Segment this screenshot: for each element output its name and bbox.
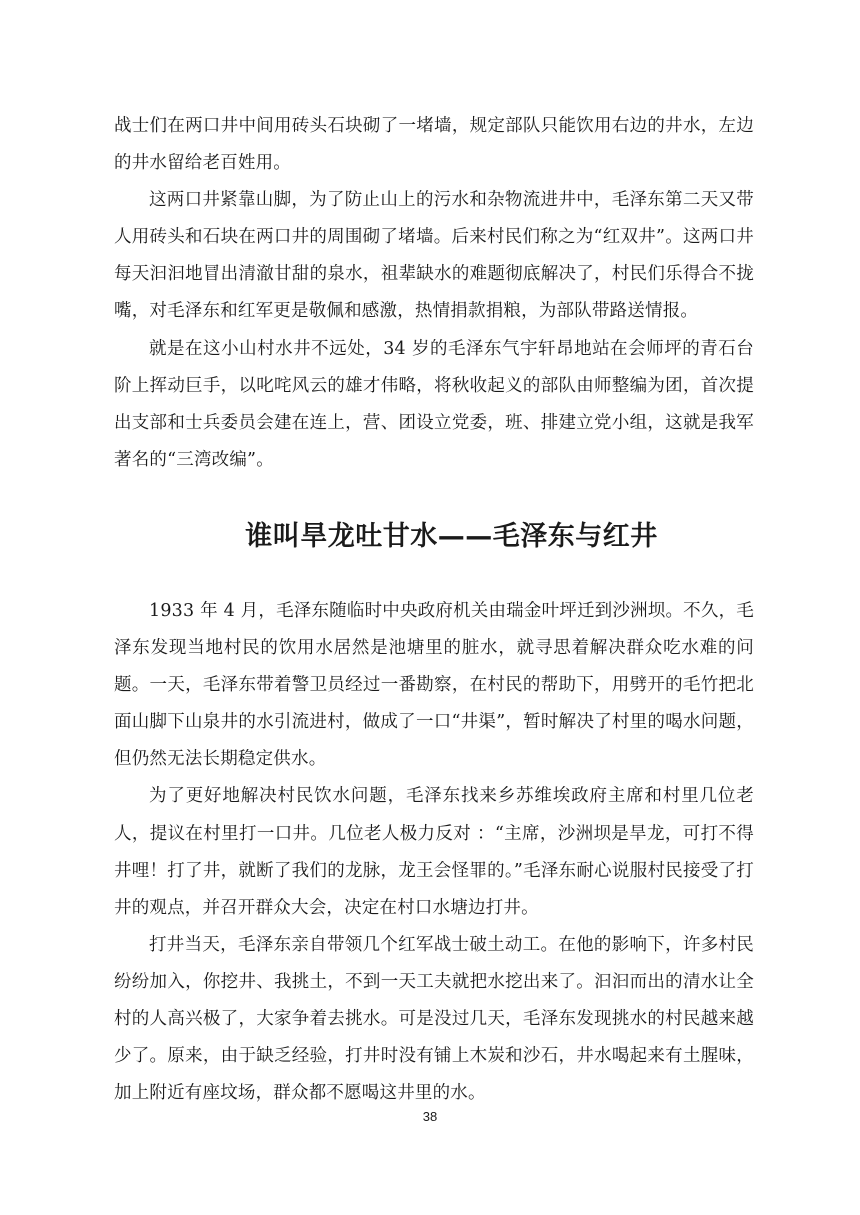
paragraph-well-proposal: 为了更好地解决村民饮水问题，毛泽东找来乡苏维埃政府主席和村里几位老人，提议在村里打一口井。几位老人极力反对 ：“主席，沙洲坝是旱龙，可打不得井哩！打了井，就断了我们的龙脉，龙王会怪罪的。”毛泽东耐心说服村民接受了打井的观点，并召开群众大会，决定在村口水塘边打井。 — [114, 786, 754, 918]
paragraph-continued: 战士们在两口井中间用砖头石块砌了一堵墙，规定部队只能饮用右边的井水，左边的井水留给老百姓用。 — [114, 116, 754, 174]
page-number: 38 — [422, 1109, 438, 1124]
paragraph-well-digging: 打井当天，毛泽东亲自带领几个红军战士破土动工。在他的影响下，许多村民纷纷加入，你挖井、我挑土，不到一天工夫就把水挖出来了。汩汩而出的清水让全村的人高兴极了，大家争着去挑水。可是没过几天，毛泽东发现挑水的村民越来越少了。原来，由于缺乏经验，打井时没有铺上木炭和沙石，井水喝起来有土腥味，加上附近有座坟场，群众都不愿喝这井里的水。 — [114, 934, 754, 1104]
page-content — [114, 108, 754, 1112]
paragraph-shazhouba: 1933 年 4 月，毛泽东随临时中央政府机关由瑞金叶坪迁到沙洲坝。不久，毛泽东发现当地村民的饮用水居然是池塘里的脏水，就寻思着解决群众吃水难的问题。一天，毛泽东带着警卫员经过一番勘察，在村民的帮助下，用劈开的毛竹把北面山脚下山泉井的水引流进村，做成了一口“井渠”，暂时解决了村里的喝水问题，但仍然无法长期稳定供水。 — [114, 600, 754, 770]
paragraph-sanwan-reorganization: 就是在这小山村水井不远处，34 岁的毛泽东气宇轩昂地站在会师坪的青石台阶上挥动巨手，以叱咤风云的雄才伟略，将秋收起义的部队由师整编为团，首次提出支部和士兵委员会建在连上，营、团设立党委，班、排建立党小组，这就是我军著名的“三湾改编”。 — [114, 338, 754, 470]
section-title: 谁叫旱龙吐甘水——毛泽东与红井 — [245, 520, 658, 552]
paragraph-red-double-well: 这两口井紧靠山脚，为了防止山上的污水和杂物流进井中，毛泽东第二天又带人用砖头和石块在两口井的周围砌了堵墙。后来村民们称之为“红双井”。这两口井每天汩汩地冒出清澈甘甜的泉水，祖辈缺水的难题彻底解决了，村民们乐得合不拢嘴，对毛泽东和红军更是敬佩和感激，热情捐款捐粮，为部队带路送情报。 — [114, 190, 754, 322]
